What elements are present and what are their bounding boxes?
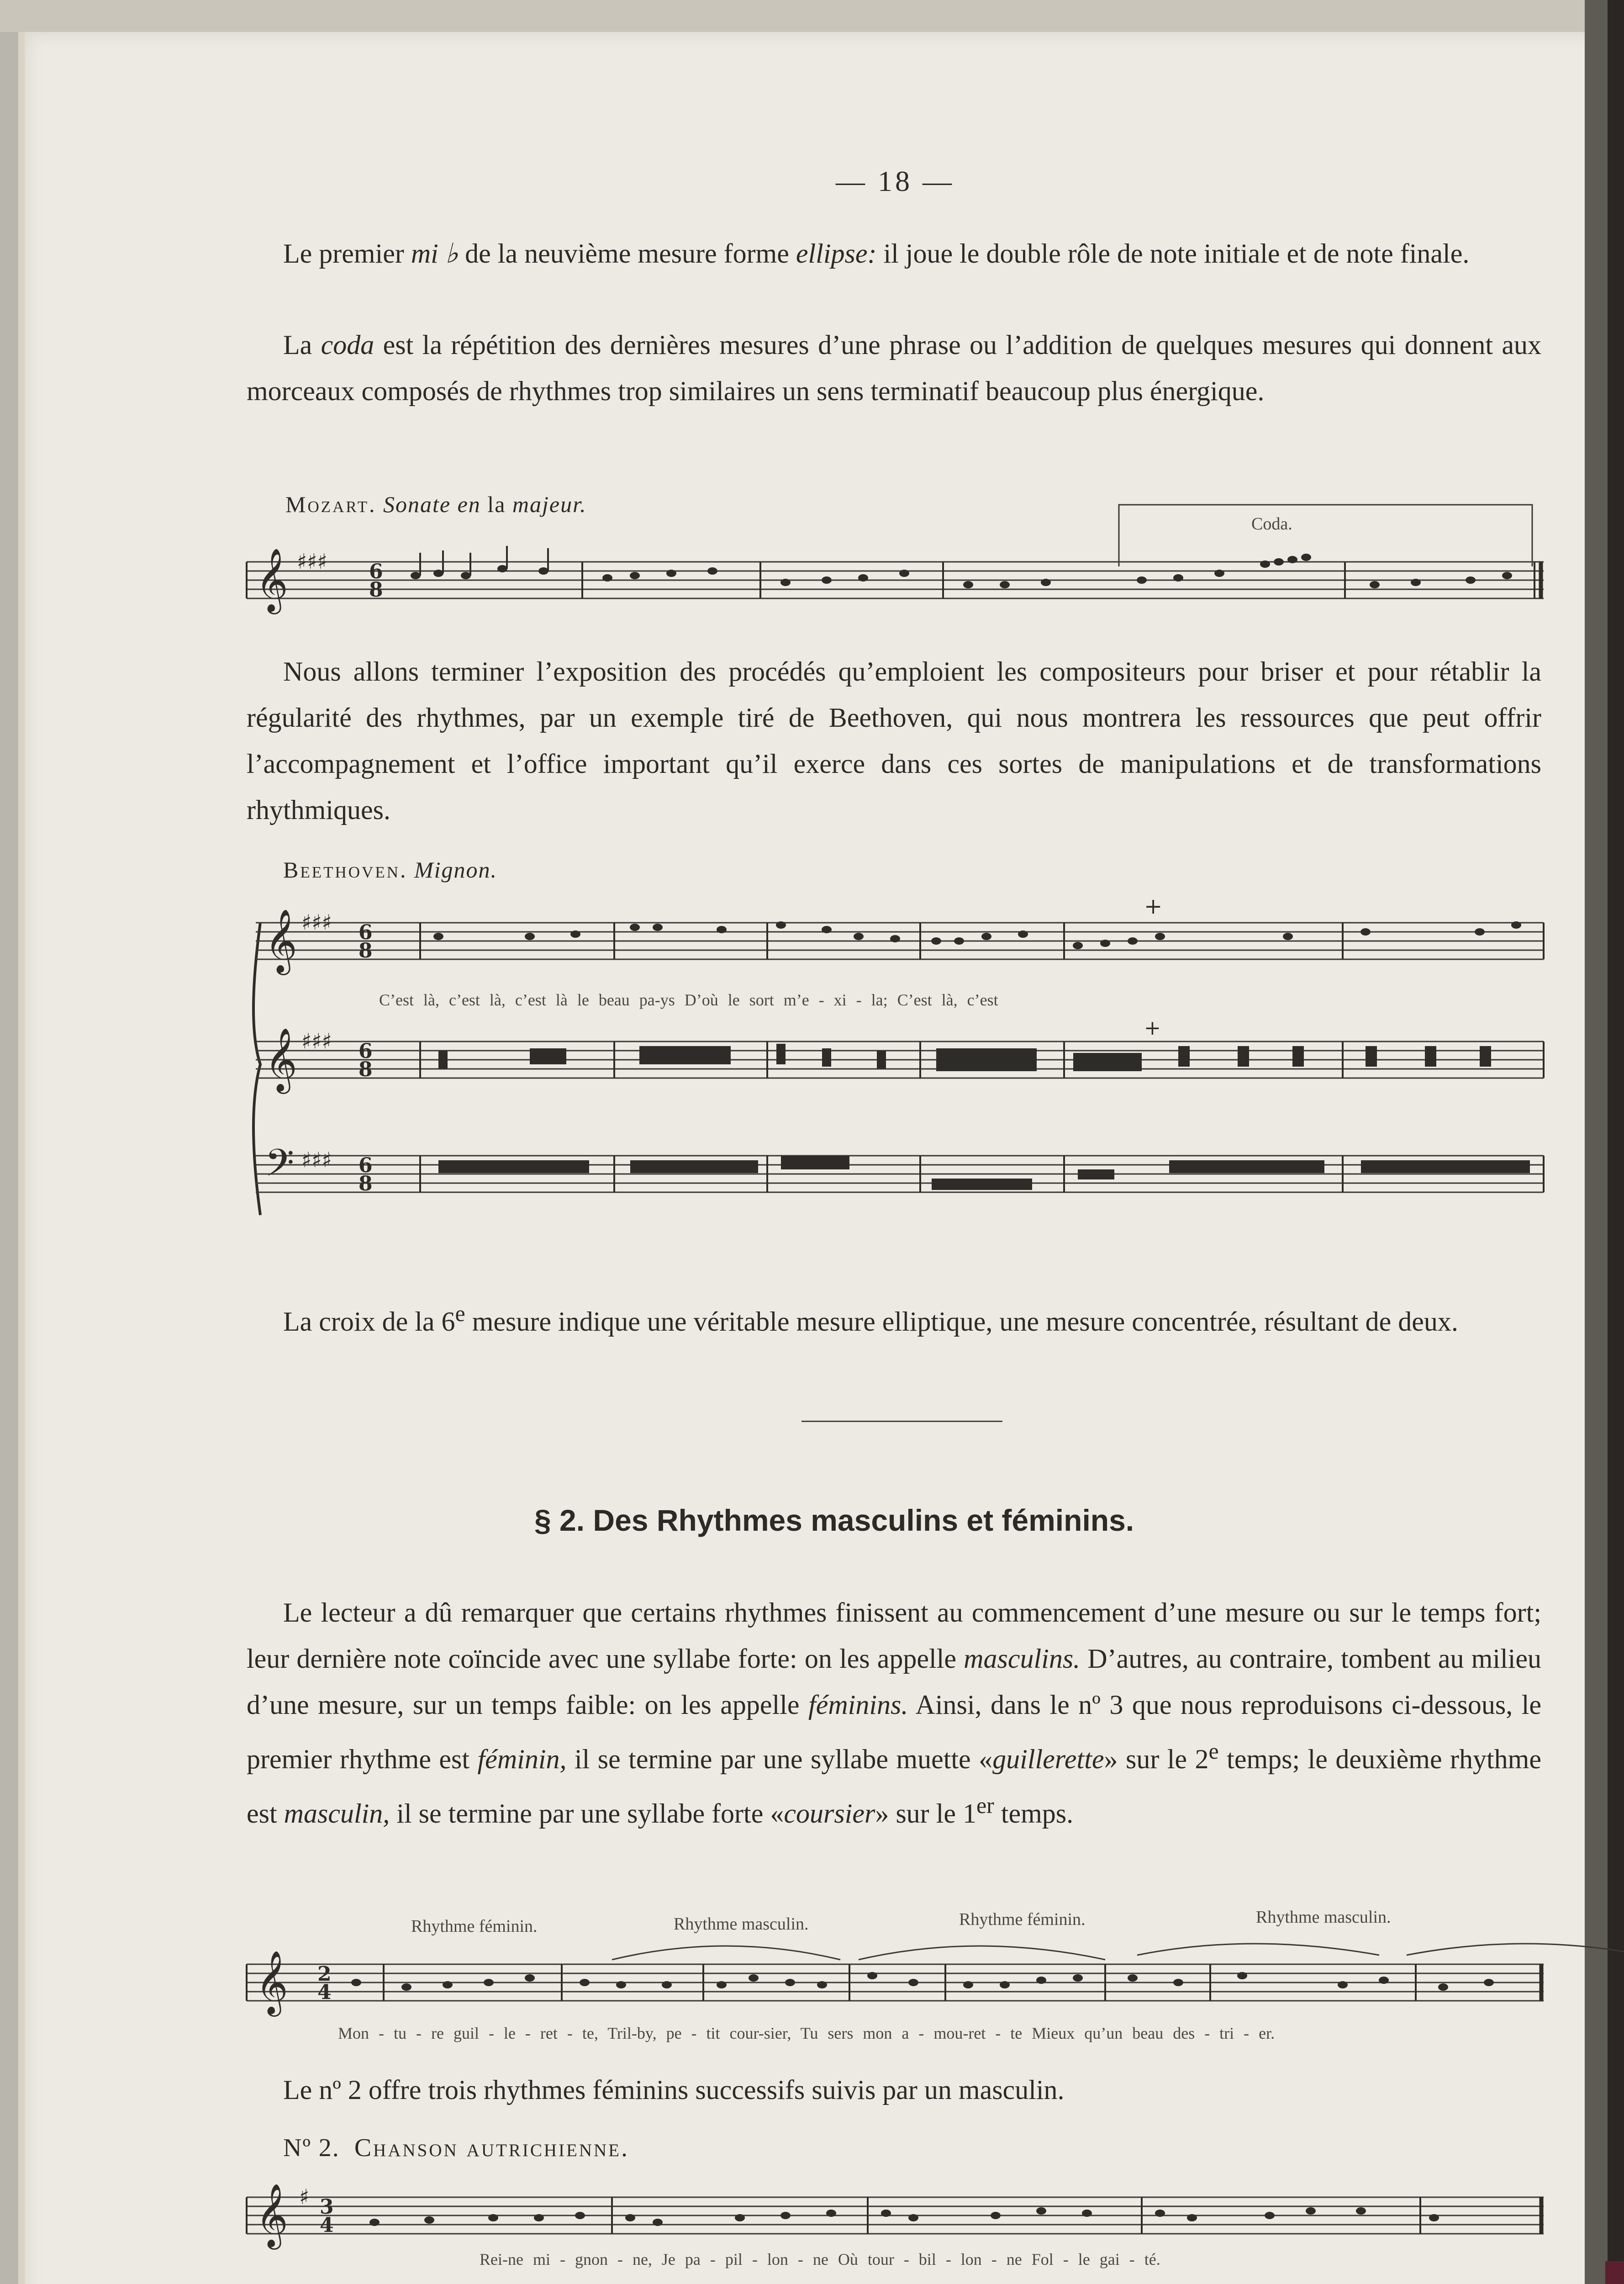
svg-text:+: + <box>1144 1016 1161 1040</box>
svg-text:6: 6 <box>359 921 373 944</box>
paragraph-ellipse: Le premier mi ♭ de la neuvième mesure forme ellipse: il joue le double rôle de note initiale et de note finale. <box>283 238 1470 269</box>
paragraph-coda: La coda est la répétition des dernières mesures d’une phrase ou l’addition de quelques mesures qui donnent aux morceaux composés de rhythmes trop similaires un sens terminatif beaucoup plus énergique. <box>247 330 1541 406</box>
svg-text:4: 4 <box>317 1981 332 2004</box>
rhythm-label-feminine-2: Rhythme féminin. <box>959 1910 1086 1929</box>
svg-text:♯♯♯: ♯♯♯ <box>301 1029 332 1053</box>
svg-text:𝄢: 𝄢 <box>265 1141 295 1194</box>
coda-label: Coda. <box>1251 514 1292 534</box>
svg-text:♯♯♯: ♯♯♯ <box>301 910 332 935</box>
example-caption-mozart: Mozart. Sonate en la majeur. <box>285 492 587 517</box>
svg-text:𝄞: 𝄞 <box>256 2184 288 2247</box>
svg-text:♯♯♯: ♯♯♯ <box>301 1147 332 1172</box>
example-caption-chanson: Nº 2. Chanson autrichienne. <box>283 2134 629 2162</box>
svg-text:2: 2 <box>317 1962 332 1986</box>
page-number: — 18 — <box>836 165 954 197</box>
svg-text:♯♯♯: ♯♯♯ <box>297 549 327 574</box>
svg-text:3: 3 <box>320 2195 334 2219</box>
svg-text:𝄞: 𝄞 <box>256 1951 288 2014</box>
svg-text:8: 8 <box>369 578 383 602</box>
rhythm-label-feminine-1: Rhythme féminin. <box>411 1917 538 1936</box>
paragraph-chanson-intro: Le nº 2 offre trois rhythmes féminins successifs suivis par un masculin. <box>283 2075 1065 2105</box>
svg-text:8: 8 <box>359 1172 373 1195</box>
svg-text:6: 6 <box>359 1040 373 1063</box>
svg-text:4: 4 <box>320 2214 334 2237</box>
svg-text:𝄞: 𝄞 <box>265 909 297 973</box>
lyrics-chanson: Rei-ne mi - gnon - ne, Je pa - pil - lon - ne Où tour - bil - lon - ne Fol - le gai - té. <box>480 2250 1160 2268</box>
lyrics-rhythm-demo: Mon - tu - re guil - le - ret - te, Tril-by, pe - tit cour-sier, Tu sers mon a - mou-ret - te Mieux qu’un beau des - tri - er. <box>338 2024 1275 2042</box>
book-cover-edge <box>1605 2261 1624 2284</box>
music-staff-mozart <box>247 502 1548 630</box>
music-score-beethoven <box>247 886 1548 1261</box>
section-heading: § 2. Des Rhythmes masculins et féminins. <box>534 1503 1134 1537</box>
svg-text:6: 6 <box>359 1154 373 1177</box>
rhythm-label-masculine-1: Rhythme masculin. <box>674 1914 809 1934</box>
svg-text:𝄞: 𝄞 <box>256 548 288 612</box>
book-spine-edge <box>1608 0 1624 2284</box>
svg-text:8: 8 <box>359 1058 373 1081</box>
svg-text:+: + <box>1144 894 1163 919</box>
svg-text:♯: ♯ <box>299 2184 310 2209</box>
svg-text:8: 8 <box>359 939 373 962</box>
svg-text:𝄞: 𝄞 <box>265 1028 297 1091</box>
svg-text:6: 6 <box>369 560 383 583</box>
music-staff-chanson <box>247 2184 1548 2247</box>
paragraph-beethoven-intro: Nous allons terminer l’exposition des procédés qu’emploient les compositeurs pour briser et pour rétablir la régularité des rhythmes, par un exemple tiré de Beethoven, qui nous montrera les ressources que peut offrir l’accompagnement et l’office important qu’il exerce dans ces sortes de manipulations et de transformations rhythmiques. <box>247 656 1541 825</box>
section-divider <box>801 1421 1002 1422</box>
scan-top-edge <box>0 0 1624 32</box>
music-staff-rhythm-demo <box>247 1932 1548 2024</box>
paragraph-masculine-feminine: Le lecteur a dû remarquer que certains rhythmes finissent au commencement d’une mesure ou sur le temps fort; leur dernière note coïncide avec une syllabe forte: on les appelle masculins. D’autres, au contraire, tombent au milieu d’une mesure, sur un temps faible: on les appelle féminins. Ainsi, dans le nº 3 que nous reproduisons ci-dessous, le premier rhythme est féminin, il se termine par une syllabe muette «guillerette» sur le 2e temps; le deuxième rhythme est masculin, il se termine par une syllabe forte «coursier» sur le 1er temps. <box>247 1597 1541 1829</box>
rhythm-label-masculine-2: Rhythme masculin. <box>1256 1908 1391 1927</box>
paragraph-ellipse-bar: La croix de la 6e mesure indique une véritable mesure elliptique, une mesure concentrée, résultant de deux. <box>283 1301 1458 1337</box>
example-caption-beethoven: Beethoven. Mignon. <box>283 857 498 883</box>
lyrics-beethoven: C’est là, c’est là, c’est là le beau pa-ys D’où le sort m’e - xi - la; C’est là, c’est <box>379 991 998 1009</box>
